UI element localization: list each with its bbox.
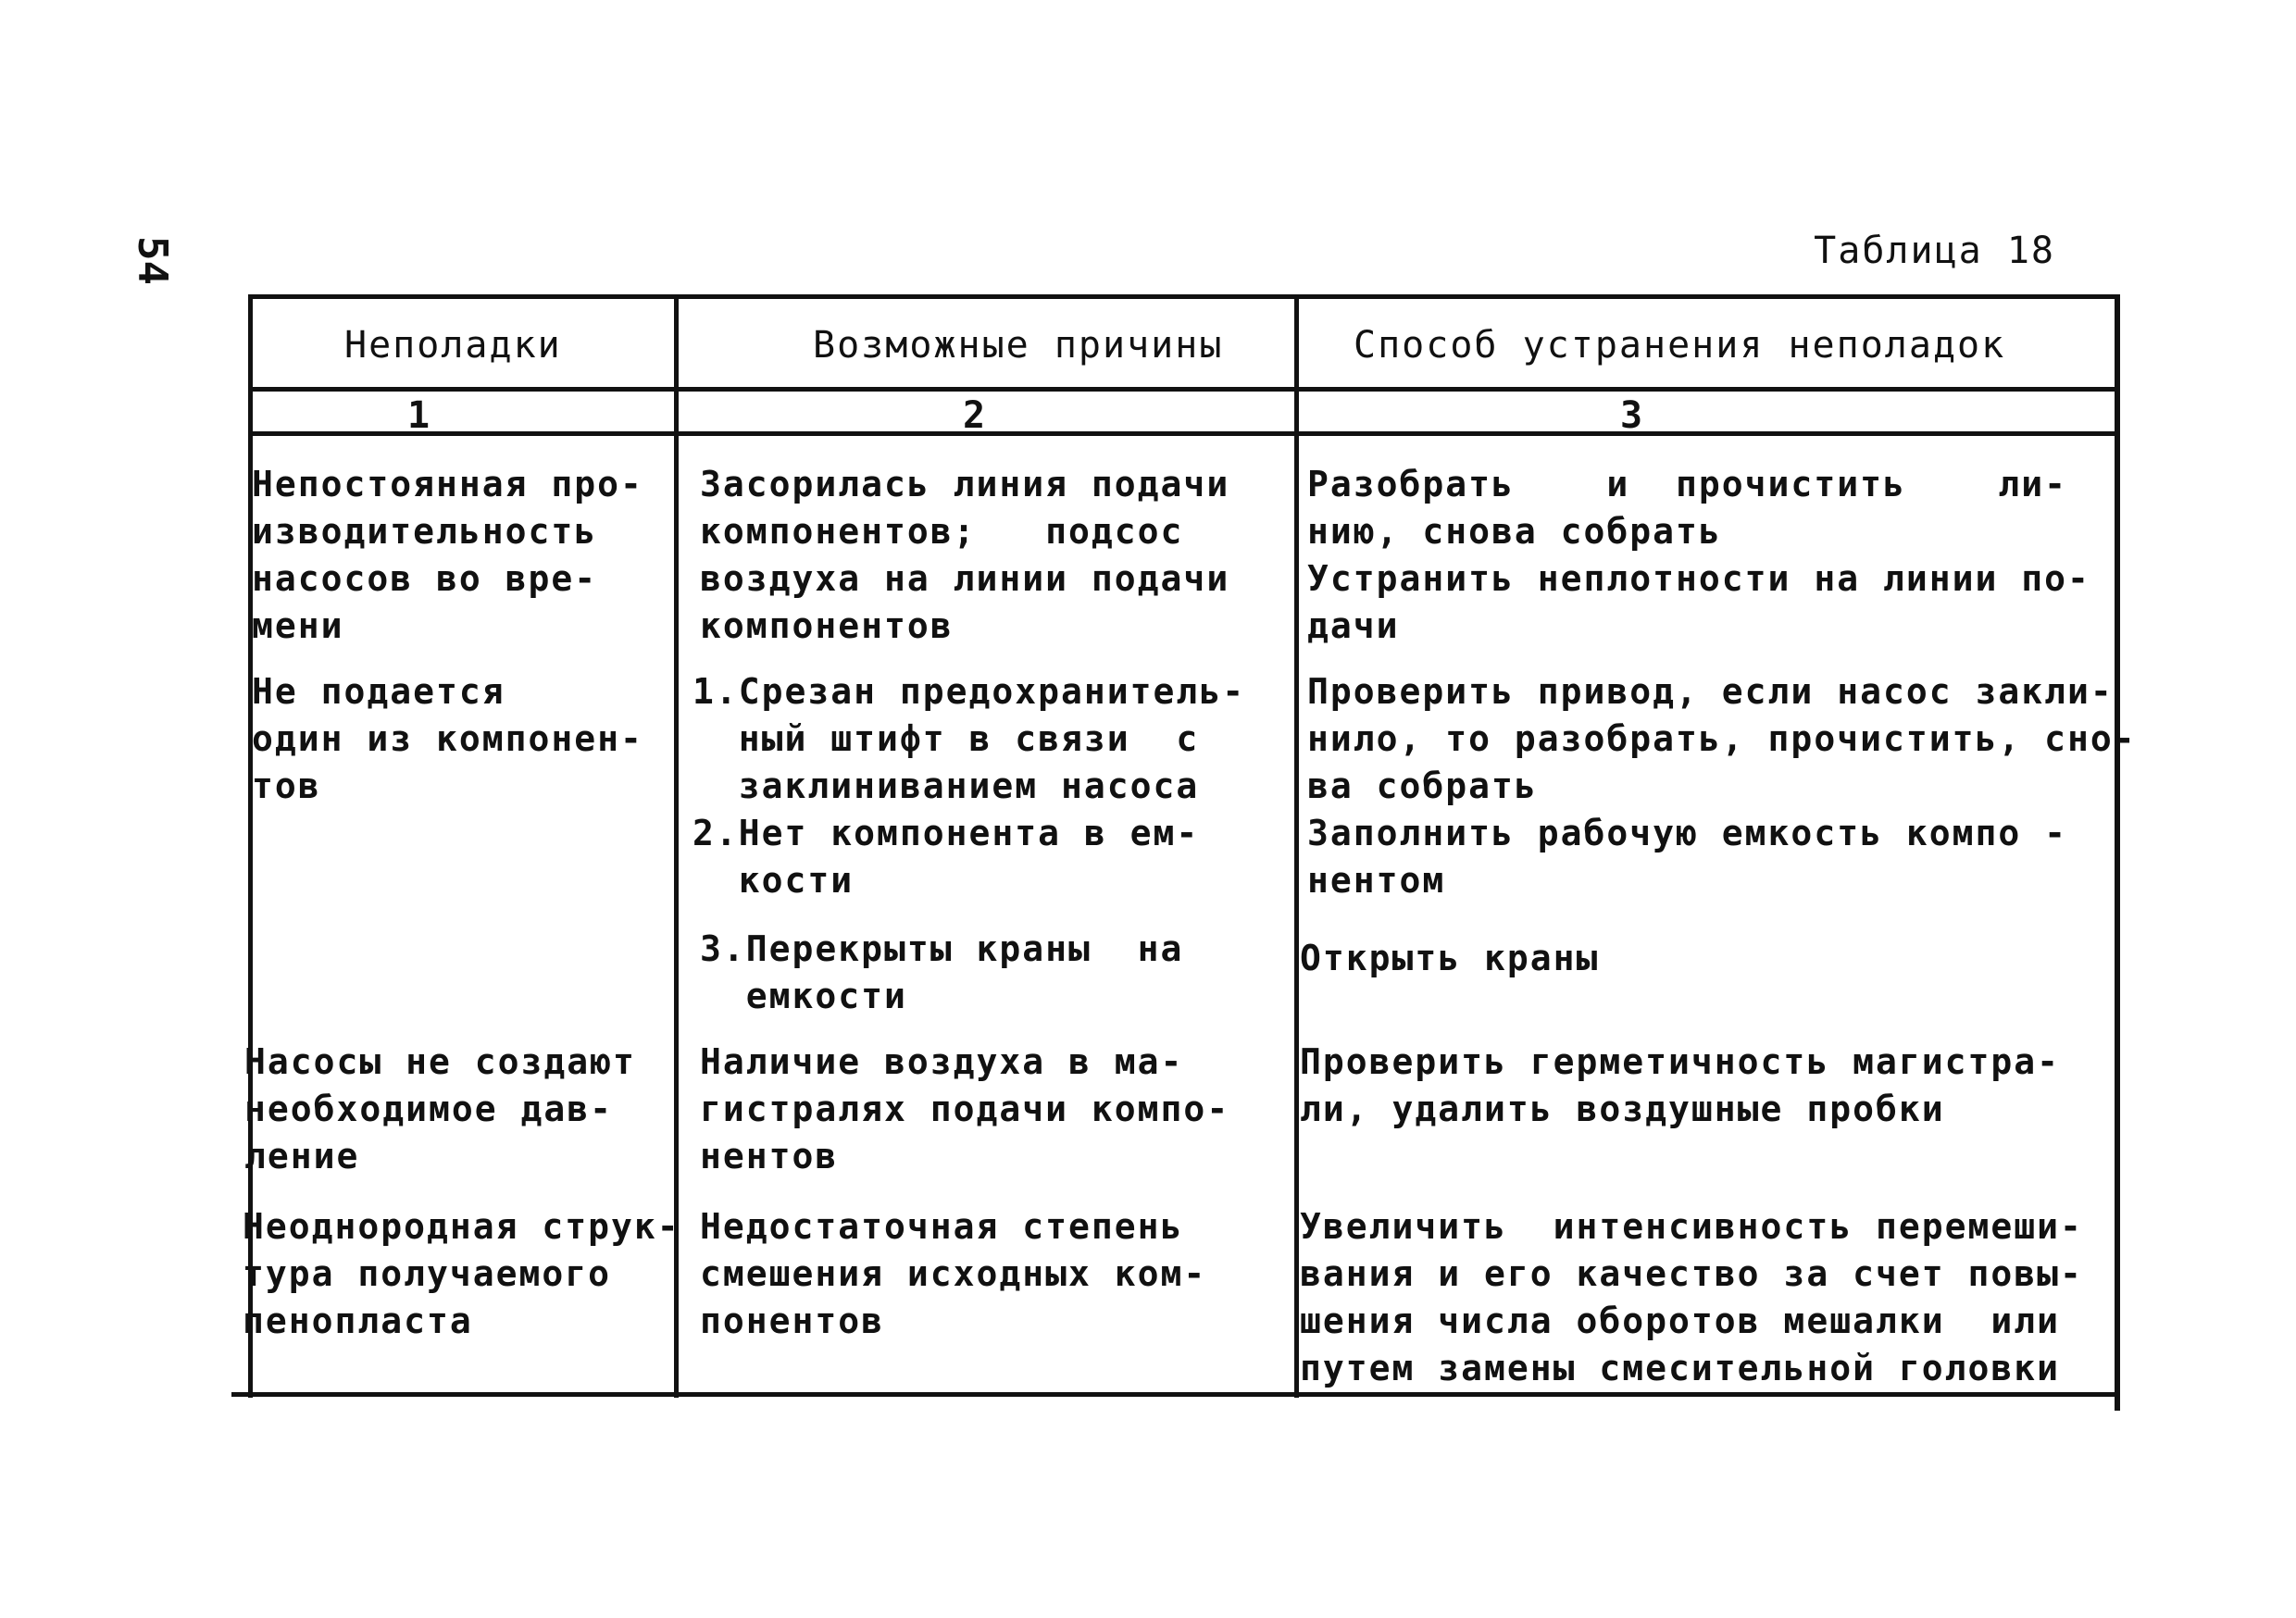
header-remedies: Способ устранения неполадок — [1354, 324, 2006, 367]
remedy-cell: Разобрать и прочистить ли- нию, снова собрать Устранить неплотности на линии по- дачи — [1307, 464, 2090, 646]
border-top — [248, 294, 2120, 299]
cause-cell: Недостаточная степень смешения исходных ком- понентов — [700, 1206, 1207, 1341]
header-causes: Возможные причины — [813, 324, 1224, 367]
column-divider-2 — [1294, 296, 1299, 1398]
header-rule-1 — [248, 387, 2120, 392]
table-caption: Таблица 18 — [1814, 230, 2055, 272]
cause-cell: 1.Срезан предохранитель- ный штифт в связи с заклиниванием насоса 2.Нет компонента в ем- кости — [693, 671, 1246, 901]
remedy-cell: Проверить герметичность магистра- ли, удалить воздушные пробки — [1300, 1041, 2060, 1129]
border-bottom — [231, 1392, 2120, 1397]
page-number: 54 — [129, 236, 176, 285]
cause-cell: 3.Перекрыты краны на емкости — [700, 928, 1184, 1016]
cause-cell: Засорилась линия подачи компонентов; подсос воздуха на линии подачи компонентов — [700, 464, 1230, 646]
cause-cell: Наличие воздуха в ма- гистралях подачи компо- нентов — [700, 1041, 1230, 1176]
header-problems: Неполадки — [344, 324, 562, 367]
header-rule-2 — [248, 431, 2120, 436]
remedy-cell: Открыть краны — [1300, 938, 1600, 978]
problem-cell: Насосы не создают необходимое дав- ление — [244, 1041, 636, 1176]
column-number-1: 1 — [407, 394, 430, 437]
column-number-2: 2 — [963, 394, 986, 437]
problem-cell: Не подается один из компонен- тов — [252, 671, 643, 806]
problem-cell: Неоднородная струк- тура получаемого пенопласта — [243, 1206, 680, 1341]
column-number-3: 3 — [1620, 394, 1643, 437]
problem-cell: Непостоянная про- изводительность насосов во вре- мени — [252, 464, 643, 646]
remedy-cell: Проверить привод, если насос закли- нило, то разобрать, прочистить, сно- ва собрать Заполнить рабочую емкость компо - нентом — [1307, 671, 2137, 901]
remedy-cell: Увеличить интенсивность перемеши- вания и его качество за счет повы- шения числа оборотов мешалки или путем замены смесительной головки — [1300, 1206, 2083, 1388]
